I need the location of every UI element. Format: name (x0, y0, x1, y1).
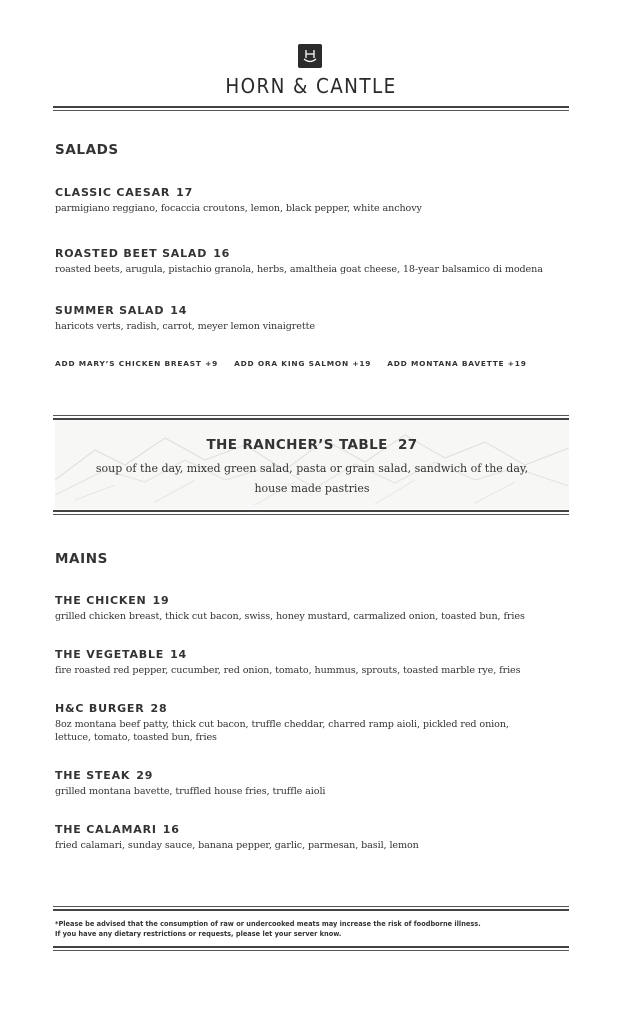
brand-name: HORN & CANTLE (225, 74, 397, 98)
item-description: 8oz montana beef patty, thick cut bacon, truffle cheddar, charred ramp aioli, pickled red onion, lettuce, tomato, toasted bun, fries (55, 719, 509, 743)
item-price: 14 (170, 648, 188, 661)
item-description: fried calamari, sunday sauce, banana pepper, garlic, parmesan, basil, lemon (55, 840, 419, 851)
menu-item (55, 304, 570, 333)
item-description: grilled chicken breast, thick cut bacon, swiss, honey mustard, carmalized onion, toasted bun, fries (55, 611, 525, 622)
item-name: THE CHICKEN 19 (55, 594, 170, 607)
item-price: 19 (152, 594, 170, 607)
salads-section-title: SALADS (55, 142, 119, 158)
addon-salmon: ADD ORA KING SALMON +19 (234, 359, 372, 368)
menu-item (55, 648, 570, 677)
item-name: THE STEAK 29 (55, 769, 154, 782)
disclaimer-line-2: If you have any dietary restrictions or requests, please let your server know. (55, 930, 342, 938)
ranchers-table-panel (55, 420, 569, 509)
item-price: 14 (170, 304, 188, 317)
addon-bavette: ADD MONTANA BAVETTE +19 (387, 359, 527, 368)
menu-item (55, 823, 570, 852)
ranchers-table-description: soup of the day, mixed green salad, pasta or grain salad, sandwich of the day, house made pastries (95, 462, 529, 495)
item-description: fire roasted red pepper, cucumber, red onion, tomato, hummus, sprouts, toasted marble rye, fries (55, 665, 521, 676)
mains-section-title: MAINS (55, 551, 108, 567)
disclaimer-line-1: *Please be advised that the consumption of raw or undercooked meats may increase the risk of foodborne illness. (55, 920, 481, 928)
item-description: parmigiano reggiano, focaccia croutons, lemon, black pepper, white anchovy (55, 203, 422, 214)
item-price: 17 (176, 186, 194, 199)
ranchers-table-title: THE RANCHER’S TABLE 27 (206, 437, 418, 453)
header-divider (53, 106, 569, 108)
item-name: CLASSIC CAESAR 17 (55, 186, 194, 199)
rancher-divider-bottom (53, 514, 569, 515)
addon-chicken: ADD MARY’S CHICKEN BREAST +9 (55, 359, 219, 368)
header-divider-thin (53, 110, 569, 111)
item-description: grilled montana bavette, truffled house fries, truffle aioli (55, 786, 326, 797)
ranchers-table-price: 27 (397, 437, 418, 453)
item-name: THE VEGETABLE 14 (55, 648, 188, 661)
footer-divider-bottom (53, 950, 569, 951)
footer-divider-top (53, 906, 569, 907)
menu-item (55, 594, 570, 623)
menu-item (55, 769, 570, 798)
item-description: roasted beets, arugula, pistachio granola, herbs, amaltheia goat cheese, 18-year balsamico di modena (55, 264, 543, 275)
item-name: SUMMER SALAD 14 (55, 304, 188, 317)
menu-item (55, 186, 570, 215)
item-name: H&C BURGER 28 (55, 702, 168, 715)
brand-logo-icon (298, 44, 322, 68)
footer-divider-top-thick (53, 909, 569, 911)
footer-divider-bottom-thick (53, 946, 569, 948)
item-price: 28 (150, 702, 168, 715)
item-name: ROASTED BEET SALAD 16 (55, 247, 231, 260)
menu-item (55, 247, 570, 276)
item-price: 16 (162, 823, 180, 836)
rancher-divider-bottom-thick (53, 510, 569, 512)
item-description: haricots verts, radish, carrot, meyer lemon vinaigrette (55, 321, 315, 332)
item-price: 16 (213, 247, 231, 260)
menu-item (55, 702, 570, 744)
item-name: THE CALAMARI 16 (55, 823, 180, 836)
item-price: 29 (136, 769, 154, 782)
salad-addons (55, 359, 570, 368)
rancher-divider-top (53, 415, 569, 416)
disclaimer (55, 919, 570, 939)
